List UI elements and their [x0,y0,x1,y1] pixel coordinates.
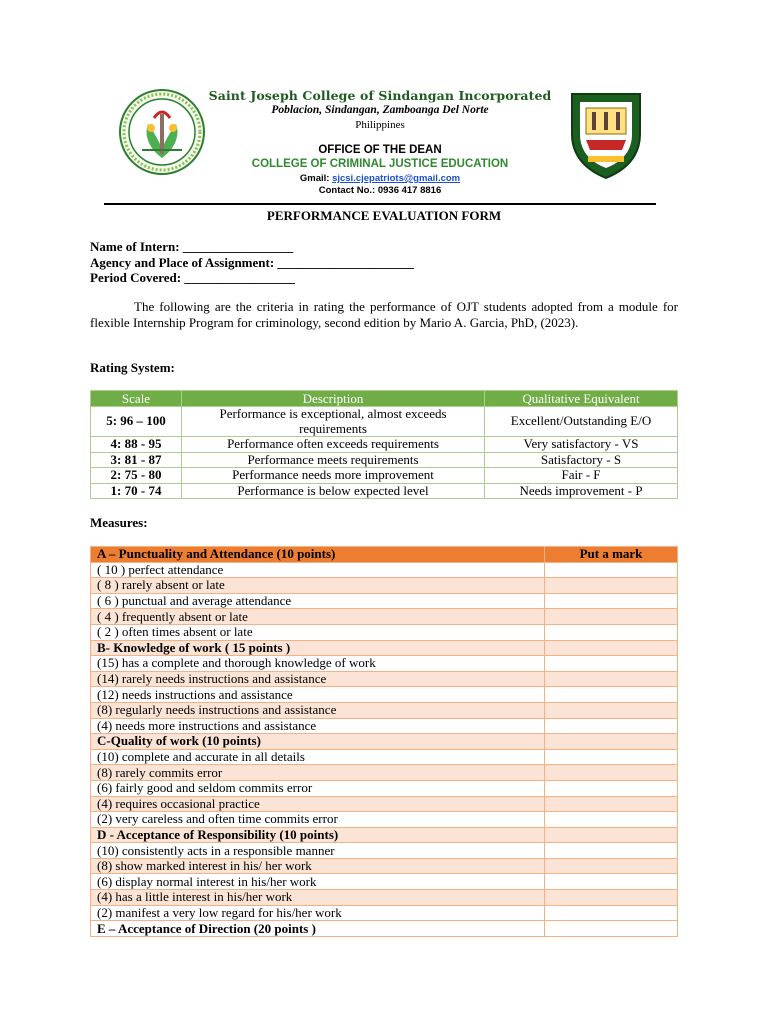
mark-cell[interactable] [545,624,678,640]
header-divider [104,203,656,205]
table-row [91,452,678,468]
mark-cell[interactable] [545,812,678,828]
mark-cell[interactable] [545,858,678,874]
criterion-label: ( 6 ) punctual and average attendance [91,593,545,609]
table-row [91,858,678,874]
scale-cell: 2: 75 - 80 [91,468,182,484]
criterion-label: (2) manifest a very low regard for his/her work [91,905,545,921]
table-row [91,765,678,781]
criterion-label: (4) has a little interest in his/her work [91,890,545,906]
description-cell: Performance often exceeds requirements [182,437,485,453]
email-link[interactable]: sjcsi.cjepatriots@gmail.com [332,173,461,184]
table-row [91,624,678,640]
email-label: Gmail: [299,173,330,184]
table-row [91,578,678,594]
mark-cell[interactable] [545,874,678,890]
table-row [91,905,678,921]
table-row [91,656,678,672]
section-row [91,827,678,843]
criterion-label: (2) very careless and often time commits error [91,812,545,828]
table-row [91,749,678,765]
intro-paragraph: The following are the criteria in rating the performance of OJT students adopted from a module for flexible Internship Program for criminology, second edition by Mario A. Garcia, PhD, (2023). [90,299,678,330]
criterion-label: (8) regularly needs instructions and assistance [91,702,545,718]
mark-cell[interactable] [545,749,678,765]
table-row [91,843,678,859]
equivalent-cell: Satisfactory - S [485,452,678,468]
description-cell: Performance meets requirements [182,452,485,468]
table-row [91,687,678,703]
description-cell: Performance needs more improvement [182,468,485,484]
college-address: Poblacion, Sindangan, Zamboanga Del Norte [271,104,489,116]
mark-cell [545,921,678,937]
table-row [91,593,678,609]
table-row [91,890,678,906]
form-title: PERFORMANCE EVALUATION FORM [266,208,502,223]
description-header: Description [182,391,485,407]
email-line [200,173,560,184]
mark-cell[interactable] [545,796,678,812]
section-c-title: C-Quality of work (10 points) [91,734,545,750]
mark-cell[interactable] [545,905,678,921]
criterion-label: ( 2 ) often times absent or late [91,624,545,640]
mark-cell[interactable] [545,843,678,859]
criterion-label: (4) requires occasional practice [91,796,545,812]
equivalent-header: Qualitative Equivalent [485,391,678,407]
scale-header: Scale [91,391,182,407]
rating-table-header [91,391,678,407]
criterion-label: ( 4 ) frequently absent or late [91,609,545,625]
criterion-label: (8) show marked interest in his/ her work [91,858,545,874]
scale-cell: 5: 96 – 100 [91,407,182,437]
college-name: Saint Joseph College of Sindangan Incorporated [208,88,552,103]
description-cell: Performance is below expected level [182,483,485,499]
criterion-label: (6) fairly good and seldom commits error [91,780,545,796]
section-a-title: A – Punctuality and Attendance (10 points) [91,547,545,563]
rating-system-label: Rating System: [90,360,175,375]
rating-system-table [90,390,678,499]
department-shield-logo [566,88,646,180]
criterion-label: (14) rarely needs instructions and assistance [91,671,545,687]
scale-cell: 1: 70 - 74 [91,483,182,499]
mark-cell[interactable] [545,780,678,796]
mark-cell[interactable] [545,687,678,703]
criterion-label: (10) complete and accurate in all details [91,749,545,765]
criterion-label: (4) needs more instructions and assistance [91,718,545,734]
college-seal-logo [118,88,206,176]
mark-cell[interactable] [545,718,678,734]
criterion-label: (8) rarely commits error [91,765,545,781]
section-e-title: E – Acceptance of Direction (20 points ) [91,921,545,937]
mark-cell[interactable] [545,702,678,718]
table-row [91,483,678,499]
table-row [91,609,678,625]
office-title: OFFICE OF THE DEAN [318,144,442,156]
mark-cell[interactable] [545,656,678,672]
college-country: Philippines [355,119,405,131]
table-row [91,718,678,734]
measures-label: Measures: [90,515,148,530]
mark-cell [545,734,678,750]
table-row [91,702,678,718]
criterion-label: (15) has a complete and thorough knowledge of work [91,656,545,672]
section-d-title: D - Acceptance of Responsibility (10 points) [91,827,545,843]
department-title: COLLEGE OF CRIMINAL JUSTICE EDUCATION [251,158,509,170]
measures-table [90,546,678,937]
mark-cell[interactable] [545,671,678,687]
section-row [91,734,678,750]
mark-cell[interactable] [545,765,678,781]
table-row [91,437,678,453]
mark-cell[interactable] [545,609,678,625]
table-row [91,780,678,796]
section-row [91,921,678,937]
table-row [91,468,678,484]
name-of-intern-field: Name of Intern: _________________ [90,239,294,254]
equivalent-cell: Fair - F [485,468,678,484]
mark-cell[interactable] [545,562,678,578]
table-row [91,407,678,437]
mark-cell[interactable] [545,578,678,594]
criterion-label: ( 10 ) perfect attendance [91,562,545,578]
criterion-label: (12) needs instructions and assistance [91,687,545,703]
table-row [91,874,678,890]
mark-cell [545,640,678,656]
equivalent-cell: Very satisfactory - VS [485,437,678,453]
criterion-label: (10) consistently acts in a responsible manner [91,843,545,859]
table-row [91,671,678,687]
equivalent-cell: Needs improvement - P [485,483,678,499]
criterion-label: ( 8 ) rarely absent or late [91,578,545,594]
measures-table-header [91,547,678,563]
contact-number: Contact No.: 0936 417 8816 [318,185,442,196]
table-row [91,796,678,812]
mark-cell[interactable] [545,593,678,609]
agency-field: Agency and Place of Assignment: _____________________ [90,254,414,270]
section-b-title: B- Knowledge of work ( 15 points ) [91,640,545,656]
description-cell: Performance is exceptional, almost exceeds requirements [182,407,485,437]
criterion-label: (6) display normal interest in his/her work [91,874,545,890]
table-row [91,562,678,578]
mark-cell[interactable] [545,890,678,906]
period-covered-field: Period Covered: _________________ [90,270,295,285]
intern-fields [90,239,414,286]
mark-cell [545,827,678,843]
section-row [91,640,678,656]
equivalent-cell: Excellent/Outstanding E/O [485,407,678,437]
scale-cell: 4: 88 - 95 [91,437,182,453]
table-row [91,812,678,828]
put-a-mark-header: Put a mark [545,547,678,563]
scale-cell: 3: 81 - 87 [91,452,182,468]
